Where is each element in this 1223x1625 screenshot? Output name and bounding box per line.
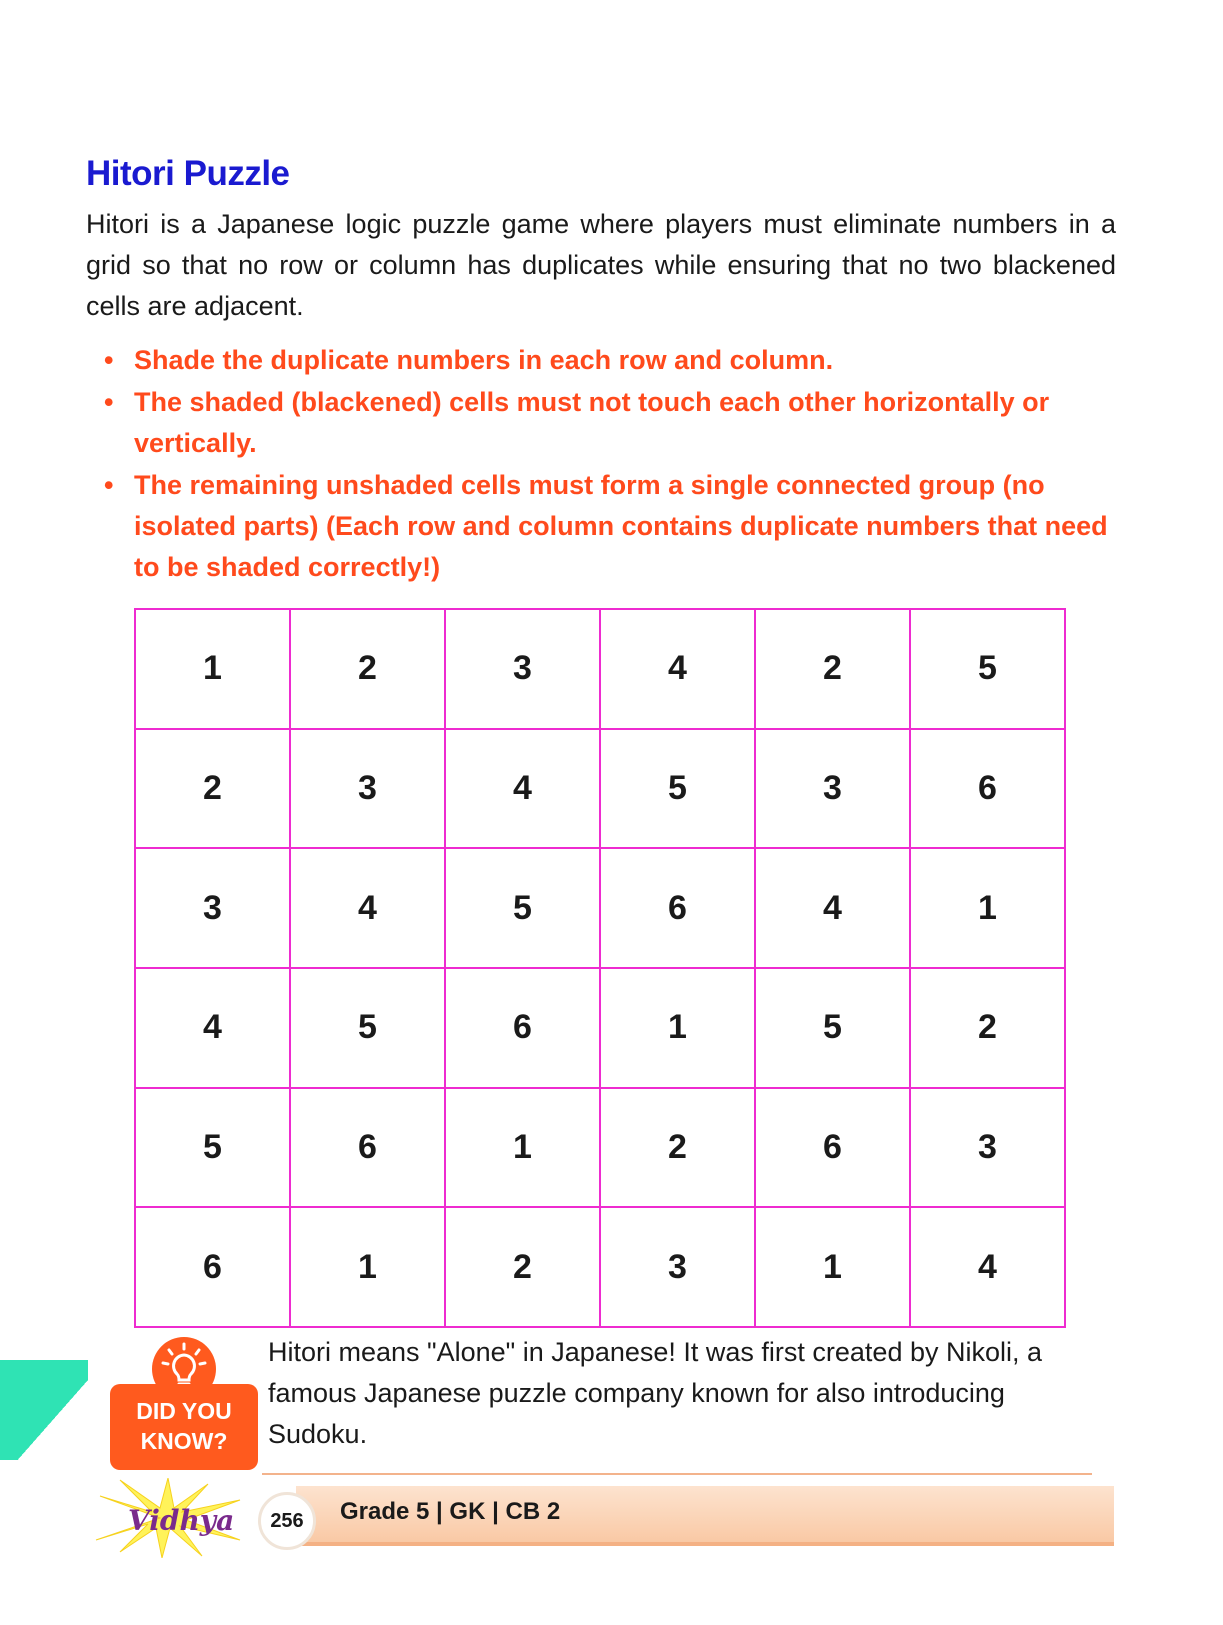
- hitori-grid: [134, 608, 1066, 1328]
- page-number: 256: [258, 1492, 316, 1550]
- grid-cell[interactable]: 3: [135, 848, 290, 968]
- footer-text: Grade 5 | GK | CB 2: [340, 1498, 561, 1525]
- grid-cell[interactable]: 3: [290, 729, 445, 849]
- divider: [262, 1473, 1092, 1475]
- rule-item: • The remaining unshaded cells must form a single connected group (no isolated parts) (Each row and column contains duplicate numbers that need to be shaded correctly!): [104, 465, 1114, 588]
- rule-item: • Shade the duplicate numbers in each row and column.: [104, 340, 1114, 381]
- grid-row: [135, 1088, 1065, 1208]
- grid-cell[interactable]: 4: [135, 968, 290, 1088]
- grid-cell[interactable]: 2: [600, 1088, 755, 1208]
- rule-item: • The shaded (blackened) cells must not touch each other horizontally or vertically.: [104, 382, 1114, 464]
- grid-cell[interactable]: 4: [445, 729, 600, 849]
- did-you-know-line2: KNOW?: [140, 1428, 228, 1454]
- did-you-know-line1: DID YOU: [136, 1398, 232, 1424]
- brand-logo: Vidhya: [128, 1504, 235, 1537]
- grid-cell[interactable]: 2: [755, 609, 910, 729]
- grid-row: [135, 1207, 1065, 1327]
- grid-row: [135, 848, 1065, 968]
- grid-cell[interactable]: 6: [445, 968, 600, 1088]
- grid-row: [135, 729, 1065, 849]
- grid-row: [135, 609, 1065, 729]
- grid-cell[interactable]: 2: [135, 729, 290, 849]
- grid-cell[interactable]: 6: [290, 1088, 445, 1208]
- grid-cell[interactable]: 2: [290, 609, 445, 729]
- grid-row: [135, 968, 1065, 1088]
- page-title: Hitori Puzzle: [86, 154, 290, 193]
- grid-cell[interactable]: 6: [600, 848, 755, 968]
- grid-cell[interactable]: 5: [135, 1088, 290, 1208]
- grid-cell[interactable]: 1: [755, 1207, 910, 1327]
- did-you-know-badge: [110, 1384, 258, 1470]
- grid-cell[interactable]: 4: [755, 848, 910, 968]
- grid-cell[interactable]: 5: [290, 968, 445, 1088]
- grid-cell[interactable]: 5: [755, 968, 910, 1088]
- grid-cell[interactable]: 6: [755, 1088, 910, 1208]
- intro-paragraph: Hitori is a Japanese logic puzzle game where players must eliminate numbers in a grid so that no row or column has duplicates while ensuring that no two blackened cells are adjacent.: [86, 209, 1116, 321]
- grid-cell[interactable]: 6: [910, 729, 1065, 849]
- grid-cell[interactable]: 1: [135, 609, 290, 729]
- green-corner-decoration: [0, 1360, 88, 1460]
- grid-cell[interactable]: 5: [600, 729, 755, 849]
- grid-cell[interactable]: 5: [910, 609, 1065, 729]
- grid-cell[interactable]: 1: [290, 1207, 445, 1327]
- grid-cell[interactable]: 5: [445, 848, 600, 968]
- grid-cell[interactable]: 2: [445, 1207, 600, 1327]
- grid-cell[interactable]: 1: [600, 968, 755, 1088]
- grid-cell[interactable]: 3: [910, 1088, 1065, 1208]
- grid-cell[interactable]: 6: [135, 1207, 290, 1327]
- grid-cell[interactable]: 3: [755, 729, 910, 849]
- grid-cell[interactable]: 4: [600, 609, 755, 729]
- grid-cell[interactable]: 4: [910, 1207, 1065, 1327]
- grid-cell[interactable]: 1: [445, 1088, 600, 1208]
- grid-cell[interactable]: 2: [910, 968, 1065, 1088]
- grid-cell[interactable]: 3: [600, 1207, 755, 1327]
- grid-cell[interactable]: 1: [910, 848, 1065, 968]
- did-you-know-text: Hitori means "Alone" in Japanese! It was first created by Nikoli, a famous Japanese puzzle company known for also introducing Sudoku.: [268, 1337, 1043, 1449]
- grid-cell[interactable]: 4: [290, 848, 445, 968]
- grid-cell[interactable]: 3: [445, 609, 600, 729]
- rules-list: [104, 340, 1114, 589]
